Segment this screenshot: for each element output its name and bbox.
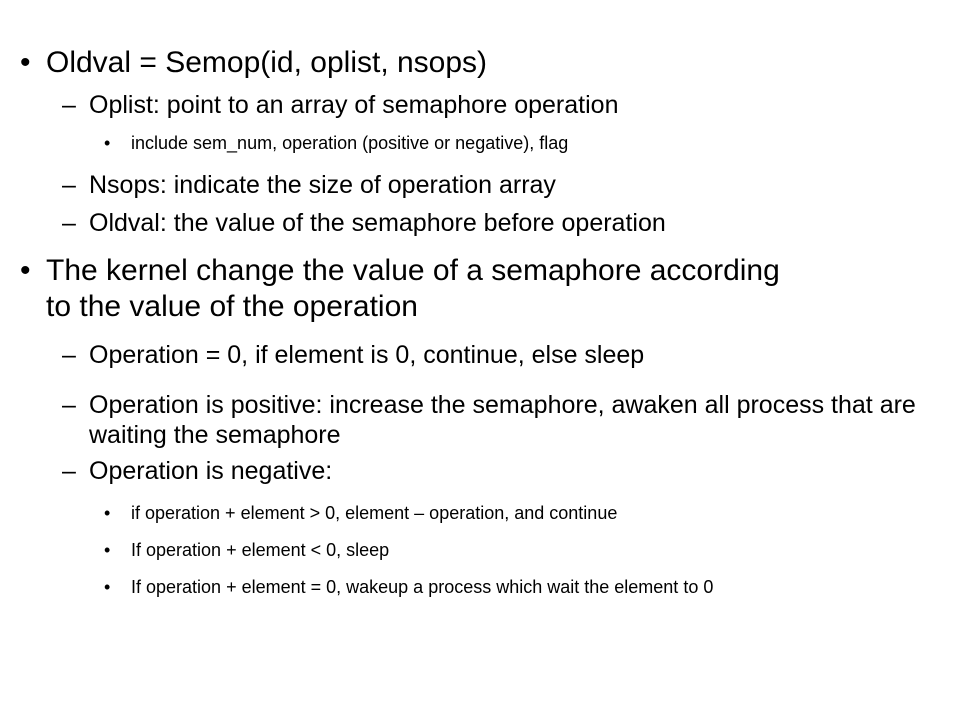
sub-item-text: Operation is negative:: [89, 457, 333, 485]
dash-marker: –: [62, 209, 76, 237]
dash-marker: –: [62, 457, 76, 485]
detail-item-text: If operation + element < 0, sleep: [131, 540, 390, 560]
sub-item-text: Nsops: indicate the size of operation array: [89, 171, 556, 199]
sub-item-oplist: [62, 90, 932, 120]
bullet-marker: •: [104, 577, 111, 597]
sub-item-operation-negative: [62, 456, 932, 486]
bullet-marker: •: [104, 503, 111, 523]
bullet-marker: •: [20, 46, 31, 79]
bullet-marker: •: [104, 540, 111, 560]
sub-item-text: Oldval: the value of the semaphore before operation: [89, 209, 666, 237]
dash-marker: –: [62, 171, 76, 199]
bullet-marker: •: [104, 133, 111, 153]
sub-item-operation-positive: [62, 390, 932, 450]
sub-item-nsops: [62, 170, 932, 200]
bullet-item-semop: [20, 45, 940, 81]
bullet-marker: •: [20, 254, 31, 287]
sub-item-text: Oplist: point to an array of semaphore operation: [89, 91, 619, 119]
bullet-text: Oldval = Semop(id, oplist, nsops): [46, 46, 488, 79]
detail-item-text: if operation + element > 0, element – operation, and continue: [131, 503, 618, 523]
bullet-item-kernel: [20, 253, 940, 325]
detail-item-equal: [104, 575, 934, 623]
dash-marker: –: [62, 341, 76, 369]
detail-item-text: include sem_num, operation (positive or negative), flag: [131, 133, 569, 153]
detail-item-greater: [104, 501, 934, 525]
detail-item-less: [104, 538, 934, 562]
sub-item-text: Operation is positive: increase the semaphore, awaken all process that are waiting the semaphore: [89, 391, 916, 449]
dash-marker: –: [62, 391, 76, 419]
sub-item-operation-zero: [62, 340, 932, 370]
detail-item-text: If operation + element = 0, wakeup a process which wait the element to 0: [131, 577, 714, 597]
dash-marker: –: [62, 91, 76, 119]
sub-item-oldval: [62, 208, 932, 238]
bullet-text: The kernel change the value of a semaphore according to the value of the operation: [46, 254, 780, 323]
detail-item-include: [104, 131, 934, 155]
sub-item-text: Operation = 0, if element is 0, continue, else sleep: [89, 341, 645, 369]
